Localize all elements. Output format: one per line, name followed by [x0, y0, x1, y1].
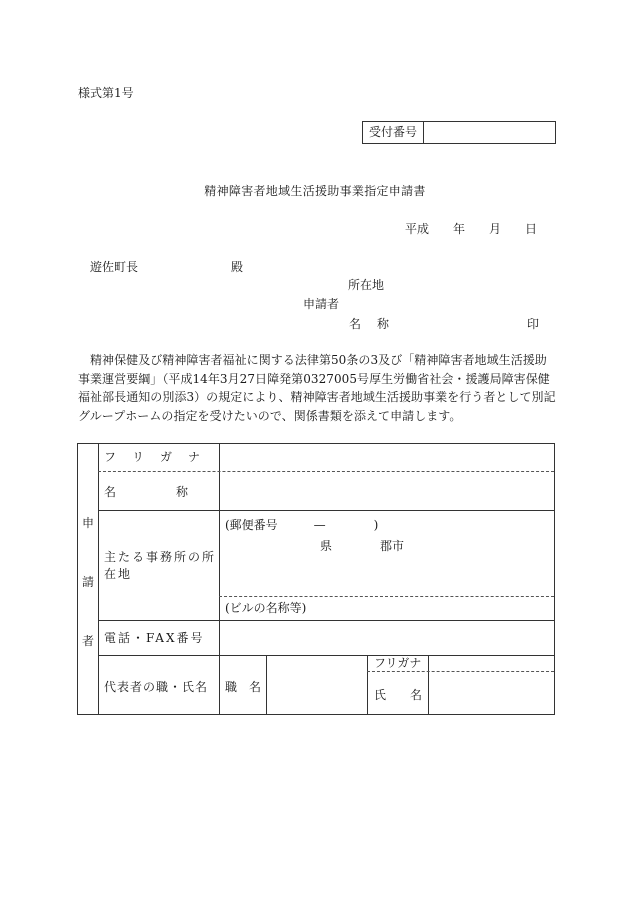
- seal-mark: 印: [527, 317, 540, 331]
- form-number: 様式第1号: [78, 86, 134, 100]
- representative-label: 代表者の職・氏名: [104, 680, 209, 694]
- prefecture-label: 県: [320, 539, 333, 553]
- divider: [98, 510, 554, 511]
- rep-name-field[interactable]: [429, 672, 553, 713]
- rep-furigana-field[interactable]: [429, 656, 553, 670]
- document-title: 精神障害者地域生活援助事業指定申請書: [204, 184, 426, 198]
- applicant-location-label: 所在地: [348, 278, 385, 292]
- applicant-label: 申請者: [303, 297, 340, 311]
- receipt-number-field[interactable]: [424, 122, 559, 143]
- receipt-number-box: [362, 121, 556, 144]
- side-label-1: 申: [82, 516, 95, 530]
- application-table: [77, 443, 555, 715]
- divider: [219, 596, 554, 597]
- applicant-name-label: 名 称: [349, 317, 392, 331]
- furigana-field[interactable]: [220, 445, 553, 470]
- position-field[interactable]: [267, 656, 366, 713]
- rep-furigana-label: フリガナ: [374, 656, 422, 670]
- honorific: 殿: [231, 260, 244, 274]
- furigana-label: フ リ ガ ナ: [104, 450, 203, 464]
- postal-code-field[interactable]: (郵便番号 — ): [225, 518, 379, 532]
- building-name-field[interactable]: (ビルの名称等): [225, 601, 307, 615]
- date-line[interactable]: 平成 年 月 日: [404, 222, 537, 236]
- phone-fax-field[interactable]: [220, 621, 553, 654]
- divider: [98, 444, 99, 714]
- rep-name-label: 氏 名: [374, 688, 423, 702]
- side-label-3: 者: [82, 634, 95, 648]
- position-label: 職 名: [225, 680, 262, 694]
- city-label: 郡市: [380, 539, 405, 553]
- divider: [367, 655, 368, 714]
- body-paragraph: 精神保健及び精神障害者福祉に関する法律第50条の3及び「精神障害者地域生活援助事業運営要綱」（平成14年3月27日障発第0327005号厚生労働省社会・援護局障害保健福祉部長通知の別添3）の規定により、精神障害者地域生活援助事業を行う者として別記グループホームの指定を受けたいので、関係書類を添えて申請します。: [78, 353, 556, 423]
- phone-fax-label: 電話・FAX番号: [104, 631, 205, 645]
- name-label: 名 称: [104, 485, 189, 499]
- side-label-2: 請: [82, 575, 95, 589]
- receipt-number-label: 受付番号: [363, 122, 424, 143]
- addressee: 遊佐町長: [90, 260, 139, 274]
- name-field[interactable]: [220, 472, 553, 509]
- office-address-label: 主たる事務所の所在地: [104, 550, 217, 581]
